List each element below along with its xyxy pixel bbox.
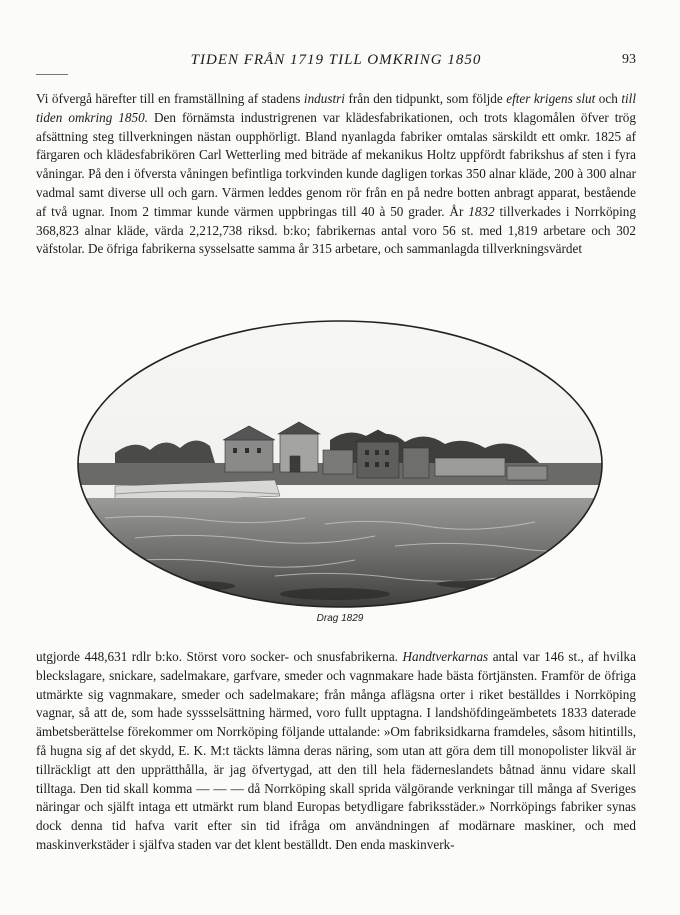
text-run: från den tidpunkt, som följde [344, 91, 507, 106]
page-number: 93 [622, 52, 636, 67]
text-run: tillverkades i Norrköping 368,823 alnar kläde, värda 2,212,738 riksd. b:ko; fabrikernas antal voro 56 st. med 1,819 arbetare och 302 väfstolar. De öfriga fabrikerna sysselsatte samma år 315 arbetare, och sammanlagda tillverkningsvärdet [36, 203, 636, 257]
running-header [36, 52, 636, 72]
italic-run: till tiden omkring 1850. [36, 91, 636, 125]
top-text-block [36, 90, 636, 259]
running-title: TIDEN FRÅN 1719 TILL OMKRING 1850 [190, 52, 482, 68]
paragraph-crafts [36, 648, 636, 855]
bottom-text-block [36, 648, 636, 855]
text-run: Den förnämsta industrigrenen var klädesfabrikationen, och trots klagomålen öfver trög afsättning steg tillverkningen nästan oupphörligt. Bland nyanlagda fabriker omtalas särskildt ett omkr. 1825 af färgaren och klädesfabrikören Carl Wetterling med biträde af mekanikus Holtz uppfördt fabrikshus af sten i fyra våningar. På den i öfversta våningen befintliga torkvinden kunde dagligen torkas 350 alnar kläde, 200 à 300 alnar vadmal samt diverse ull och garn. Värmen leddes genom rör från en på nedre botten anbragt apparat, bestående af två ugnar. Inom 2 timmar kunde värmen uppbringas till 40 à 50 grader. År [36, 109, 636, 219]
header-rule [36, 74, 68, 75]
italic-run: Handtverkarnas [402, 649, 489, 664]
italic-run: industri [303, 91, 345, 106]
italic-run: efter krigens slut [506, 91, 596, 106]
paragraph-industry [36, 90, 636, 259]
riverside-factory-illustration [75, 318, 605, 610]
text-run: antal var 146 st., af hvilka bleckslagare, snickare, sadelmakare, garfvare, smeder och vagnmakare hade bästa förtjänsten. Framför de öfriga utmärkte sig vagnmakare, smeder och sadelmakare; från många aflägsna orter i riket beställdes i Norrköping vagnar, så att de, som hade syssselsättning härmed, voro fullt upptagna. I landshöfdingeämbetets 1833 daterade ämbetsberättelse förekommer om Norrköping följande uttalande: »Om fabriksidkarna framdeles, såsom hitintills, få hugna sig af det skydd, E. K. M:t täckts lämna deras näring, som utan att göra dem till monopolister likväl är tillräckligt att den upprätthålla, är jag öfvertygad, att den till hela fäderneslandets båtnad ännu vidare skall tilltaga. Den tid skall komma — — — då Norrköping skall sprida välgörande verkningar till många af Sveriges näringar och själft intaga ett utmärkt rum bland Europas betydligare fabriksstäder.» Norrköpings fabriker synas dock denna tid hafva varit efter sin tid ifråga om användningen af modärnare maskiner, och med maskinverkstäder i själfva staden var det klent beställdt. Den enda maskinverk- [36, 649, 636, 852]
italic-run: 1832 [468, 203, 495, 219]
text-run: Vi öfvergå härefter till en framställning af stadens [36, 91, 304, 106]
figure-caption: Drag 1829 [316, 613, 364, 624]
text-run: och [595, 91, 622, 106]
oval-illustration [75, 318, 605, 610]
text-run: utgjorde 448,631 rdlr b:ko. Störst voro socker- och snusfabrikerna. [36, 649, 403, 664]
